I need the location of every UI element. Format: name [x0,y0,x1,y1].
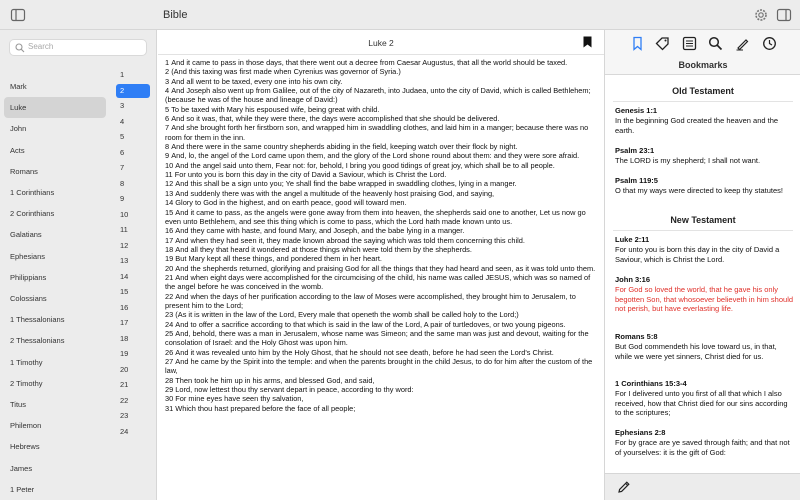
bookmark-text: The LORD is my shepherd; I shall not want. [615,156,761,165]
verse-number: 5 [165,104,170,114]
verse-number: 10 [165,160,174,170]
tag-icon[interactable] [655,36,670,51]
verse-number: 26 [165,347,174,357]
book-item[interactable]: 1 Timothy [10,357,43,367]
verse-number: 18 [165,244,174,254]
verse-text: And this shall be a sign unto you; Ye shall find the babe wrapped in swaddling clothes, lying in a manger. [175,179,517,189]
top-bar [0,0,800,30]
search-icon[interactable] [708,36,723,51]
chapter-item[interactable]: 19 [120,349,129,358]
verse-number: 15 [165,207,174,217]
verse-text: For mine eyes have seen thy salvation, [175,394,304,404]
chapter-item[interactable]: 24 [120,426,129,436]
verse-text: For unto you is born this day in the city of David a Saviour, which is Christ the Lord. [174,170,447,180]
verse-text: And, lo, the angel of the Lord came upon them, and the glory of the Lord shone round about them: and they were sore afraid. [171,151,580,161]
verse-text: And they came with haste, and found Mary, and Joseph, and the babe lying in a manger. [175,226,465,236]
verse-number: 12 [165,179,174,189]
bookmark-item[interactable] [615,379,795,418]
verse-text: And all went to be taxed, every one into his own city. [171,76,343,86]
pencil-icon[interactable] [617,480,631,494]
verse[interactable] [165,105,597,114]
verse[interactable] [165,385,597,394]
verse[interactable] [165,151,597,160]
bookmark-reference: Luke 2:11 [615,235,650,244]
verse-text: But Mary kept all these things, and pondered them in her heart. [175,254,382,264]
verse[interactable] [165,245,597,254]
chapter-item[interactable]: 2 [116,84,150,98]
verse[interactable] [165,348,597,357]
verse-text: And it was revealed unto him by the Holy Ghost, that he should not see death, before he had seen the Lord's Christ. [175,347,554,357]
chapter-item[interactable]: 12 [120,240,129,250]
book-item[interactable]: 2 Corinthians [10,209,55,219]
bookmark-text: For by grace are ye saved through faith; and that not of yourselves: it is the gift of God: [615,438,790,457]
book-item[interactable]: Galatians [10,230,42,240]
verse-number: 11 [165,170,173,180]
bookmark-item[interactable] [615,146,795,166]
verse-number: 24 [165,319,174,329]
verse-text: And it came to pass in those days, that there went out a decree from Caesar Augustus, that all the world should be taxed. [171,58,568,67]
chapter-item[interactable]: 23 [120,411,129,420]
verse[interactable] [165,320,597,329]
verse-number: 16 [165,226,174,236]
chapter-title: Luke 2 [368,38,394,48]
book-item[interactable]: Mark [10,82,27,91]
bookmark-item[interactable] [615,428,795,457]
bookmark-text: For unto you is born this day in the city of David a Saviour, which is Christ the Lord. [615,245,780,264]
verse[interactable] [165,236,597,245]
book-item[interactable]: Colossians [10,294,47,303]
new-testament-heading: New Testament [670,215,736,225]
verse-number: 27 [165,357,174,366]
verse-number: 30 [165,394,174,404]
search-input[interactable] [9,39,147,56]
chapter-item[interactable]: 4 [120,116,125,126]
verse[interactable] [165,123,597,142]
bookmark-item[interactable] [615,275,795,314]
verse[interactable] [165,273,597,292]
bookmark-item[interactable] [615,235,795,264]
book-item[interactable]: Ephesians [10,251,46,261]
verse-number: 4 [165,86,170,96]
verse-text: And when they had seen it, they made known abroad the saying which was told them concerning this child. [175,235,525,245]
chapter-item[interactable]: 17 [120,318,129,327]
highlight-icon[interactable] [735,36,750,51]
verse[interactable] [165,226,597,235]
chapter-item[interactable]: 15 [120,287,129,296]
verse[interactable] [165,394,597,403]
verse-number: 29 [165,385,174,395]
verse-number: 9 [165,151,170,161]
bookmark-flag-icon[interactable] [583,36,592,48]
chapter-item[interactable]: 22 [120,395,129,405]
verse[interactable] [165,142,597,151]
chapter-item[interactable]: 10 [120,209,129,219]
verse-text: (As it is written in the law of the Lord, Every male that openeth the womb shall be called holy to the Lord;) [175,310,519,320]
verse-text: And when eight days were accomplished for the circumcising of the child, his name was called JESUS, which was so named of the angel before he was conceived in the womb. [165,272,591,292]
verse[interactable] [165,404,597,413]
verse-text: And to offer a sacrifice according to that which is said in the law of the Lord, A pair of turtledoves, or two young pigeons. [175,319,566,329]
bookmarks-list [605,75,800,473]
verse-text: (And this taxing was first made when Cyrenius was governor of Syria.) [171,67,401,77]
chapter-item[interactable]: 3 [120,101,125,110]
verse-text: And suddenly there was with the angel a multitude of the heavenly host praising God, and saying, [175,188,495,198]
sidebar [0,30,157,500]
search-icon [15,43,25,53]
verse-text: And, behold, there was a man in Jerusalem, whose name was Simeon; and the same man was just and devout, waiting for the consolation of Israel: and the Holy Ghost was upon him. [165,328,589,348]
verse-text: And he came by the Spirit into the temple: and when the parents brought in the child Jesus, to do for him after the custom of the law, [165,357,593,376]
verse-number: 3 [165,76,170,86]
book-item[interactable]: 1 Corinthians [10,188,55,197]
bookmark-reference: Ephesians 2:8 [615,428,666,437]
chapter-item[interactable]: 21 [120,380,129,389]
bookmark-reference: Psalm 23:1 [615,146,655,155]
verse-text: Glory to God in the highest, and on earth peace, good will toward men. [175,198,407,208]
bookmark-reference: 1 Corinthians 15:3-4 [615,379,687,388]
verse[interactable] [165,114,597,123]
chapter-item[interactable]: 14 [120,271,129,281]
verse-number: 28 [165,375,174,385]
verse[interactable] [165,86,597,105]
verse-text: Lord, now lettest thou thy servant depart in peace, according to thy word: [175,385,414,395]
chapter-item[interactable]: 16 [120,302,129,312]
verse-text: And so it was, that, while they were there, the days were accomplished that she should be delivered. [171,114,500,124]
verse-number: 17 [165,235,174,245]
bookmark-icon[interactable] [630,36,645,51]
verse-text: And all they that heard it wondered at those things which were told them by the shepherds. [175,244,472,254]
chapter-item[interactable]: 11 [120,225,128,234]
verse[interactable] [165,292,597,311]
book-item[interactable]: 1 Thessalonians [10,315,65,325]
verse-number: 25 [165,328,174,338]
chapter-item[interactable]: 1 [120,70,125,79]
reader-pane [158,30,604,500]
bookmark-text: But God commendeth his love toward us, in that, while we were yet sinners, Christ died for us. [615,342,777,361]
search-placeholder: Search [28,42,54,51]
verse[interactable] [165,161,597,170]
verse-text: And the angel said unto them, Fear not: for, behold, I bring you good tidings of great joy, which shall be to all people. [175,160,555,170]
chapter-item[interactable]: 18 [120,333,129,343]
book-item[interactable]: 2 Thessalonians [10,336,65,346]
verse-text [165,58,597,413]
verse-number: 31 [165,403,174,413]
verse[interactable] [165,179,597,188]
verse-text: Which thou hast prepared before the face of all people; [175,403,356,413]
verse-text: And the shepherds returned, glorifying and praising God for all the things that they had heard and seen, as it was told unto them. [175,263,596,273]
app-title: Bible [163,9,188,21]
panel-footer [605,473,800,500]
verse-number: 19 [165,254,174,264]
chapter-item[interactable]: 8 [120,178,125,188]
chapter-item[interactable]: 5 [120,132,125,141]
bookmark-reference: Romans 5:8 [615,332,658,341]
bookmark-item[interactable] [615,176,795,196]
book-item[interactable]: 2 Timothy [10,378,43,388]
verse-text: And it came to pass, as the angels were gone away from them into heaven, the shepherds said one to another, Let us now go even unto Bethlehem, and see this thing which is come to pass, which the Lord hath made known unto us. [165,207,586,226]
verse-number: 20 [165,263,174,273]
verse-text: To be taxed with Mary his espoused wife, being great with child. [171,104,380,114]
book-item[interactable]: Hebrews [10,442,40,452]
book-item[interactable]: Luke [4,97,106,118]
divider [613,230,793,231]
verse[interactable] [165,170,597,179]
bookmark-reference: Genesis 1:1 [615,106,658,115]
panel-toggle-icon[interactable] [776,7,792,23]
history-clock-icon[interactable] [762,36,777,51]
verse-number: 23 [165,310,174,320]
bookmarks-panel [604,30,800,500]
verse[interactable] [165,329,597,348]
divider [613,101,793,102]
verse[interactable] [165,77,597,86]
verse[interactable] [165,189,597,198]
bookmark-reference: John 3:16 [615,275,651,284]
chapter-item[interactable]: 9 [120,194,125,203]
bookmark-text: In the beginning God created the heaven and the earth. [615,116,779,135]
book-item[interactable]: Philemon [10,421,42,431]
verse-text: And there were in the same country shepherds abiding in the field, keeping watch over their flock by night. [171,142,518,152]
verse-number: 13 [165,188,174,198]
book-item[interactable]: Romans [10,166,38,176]
book-item[interactable]: 1 Peter [10,484,35,494]
verse-number: 14 [165,198,174,208]
bookmark-item[interactable] [615,106,795,135]
bookmarks-title: Bookmarks [678,60,728,70]
book-item[interactable]: Acts [10,145,25,155]
book-item[interactable]: James [10,463,33,473]
verse-text: Then took he him up in his arms, and blessed God, and said, [175,375,375,385]
verse[interactable] [165,357,597,376]
bookmark-item[interactable] [615,332,795,361]
verse-text: And when the days of her purification according to the law of Moses were accomplished, they brought him to Jerusalem, to present him to the Lord; [165,291,576,310]
panel-toolbar [605,30,800,56]
verse[interactable] [165,376,597,385]
chapter-item[interactable]: 20 [120,364,129,374]
verse-number: 1 [165,58,170,67]
bookmark-reference: Psalm 119:5 [615,176,658,185]
verse[interactable] [165,254,597,263]
settings-gear-icon[interactable] [753,7,769,23]
verse-number: 6 [165,114,170,124]
chapter-item[interactable]: 7 [120,163,125,172]
book-item[interactable]: John [10,124,27,134]
verse-number: 2 [165,67,170,77]
reader-header [158,30,604,55]
notes-icon[interactable] [682,36,697,51]
verse-number: 8 [165,142,170,152]
verse-number: 22 [165,291,174,301]
book-item[interactable]: Titus [10,400,26,409]
verse[interactable] [165,58,597,67]
verse[interactable] [165,198,597,207]
bookmark-text: O that my ways were directed to keep thy statutes! [615,186,783,195]
verse[interactable] [165,67,597,76]
old-testament-heading: Old Testament [672,86,734,96]
book-item[interactable]: Philippians [10,272,47,282]
chapter-item[interactable]: 6 [120,147,125,157]
sidebar-toggle-icon[interactable] [10,7,26,23]
verse-text: And she brought forth her firstborn son, and wrapped him in swaddling clothes, and laid him in a manger; because there was no room for them in the inn. [165,123,589,142]
verse[interactable] [165,208,597,227]
bookmark-text: For I delivered unto you first of all that which I also received, how that Christ died for our sins according to the scriptures; [615,389,788,417]
chapter-item[interactable]: 13 [120,256,129,265]
verse-number: 21 [165,272,174,282]
verse[interactable] [165,310,597,319]
verse-number: 7 [165,123,170,133]
verse[interactable] [165,264,597,273]
bookmark-text-red-letter: For God so loved the world, that he gave his only begotten Son, that whosoever believeth in him should not perish, but have everlasting life. [615,285,794,313]
verse-text: And Joseph also went up from Galilee, out of the city of Nazareth, into Judaea, unto the city of David, which is called Bethlehem; (because he was of the house and lineage of David:) [165,86,591,105]
